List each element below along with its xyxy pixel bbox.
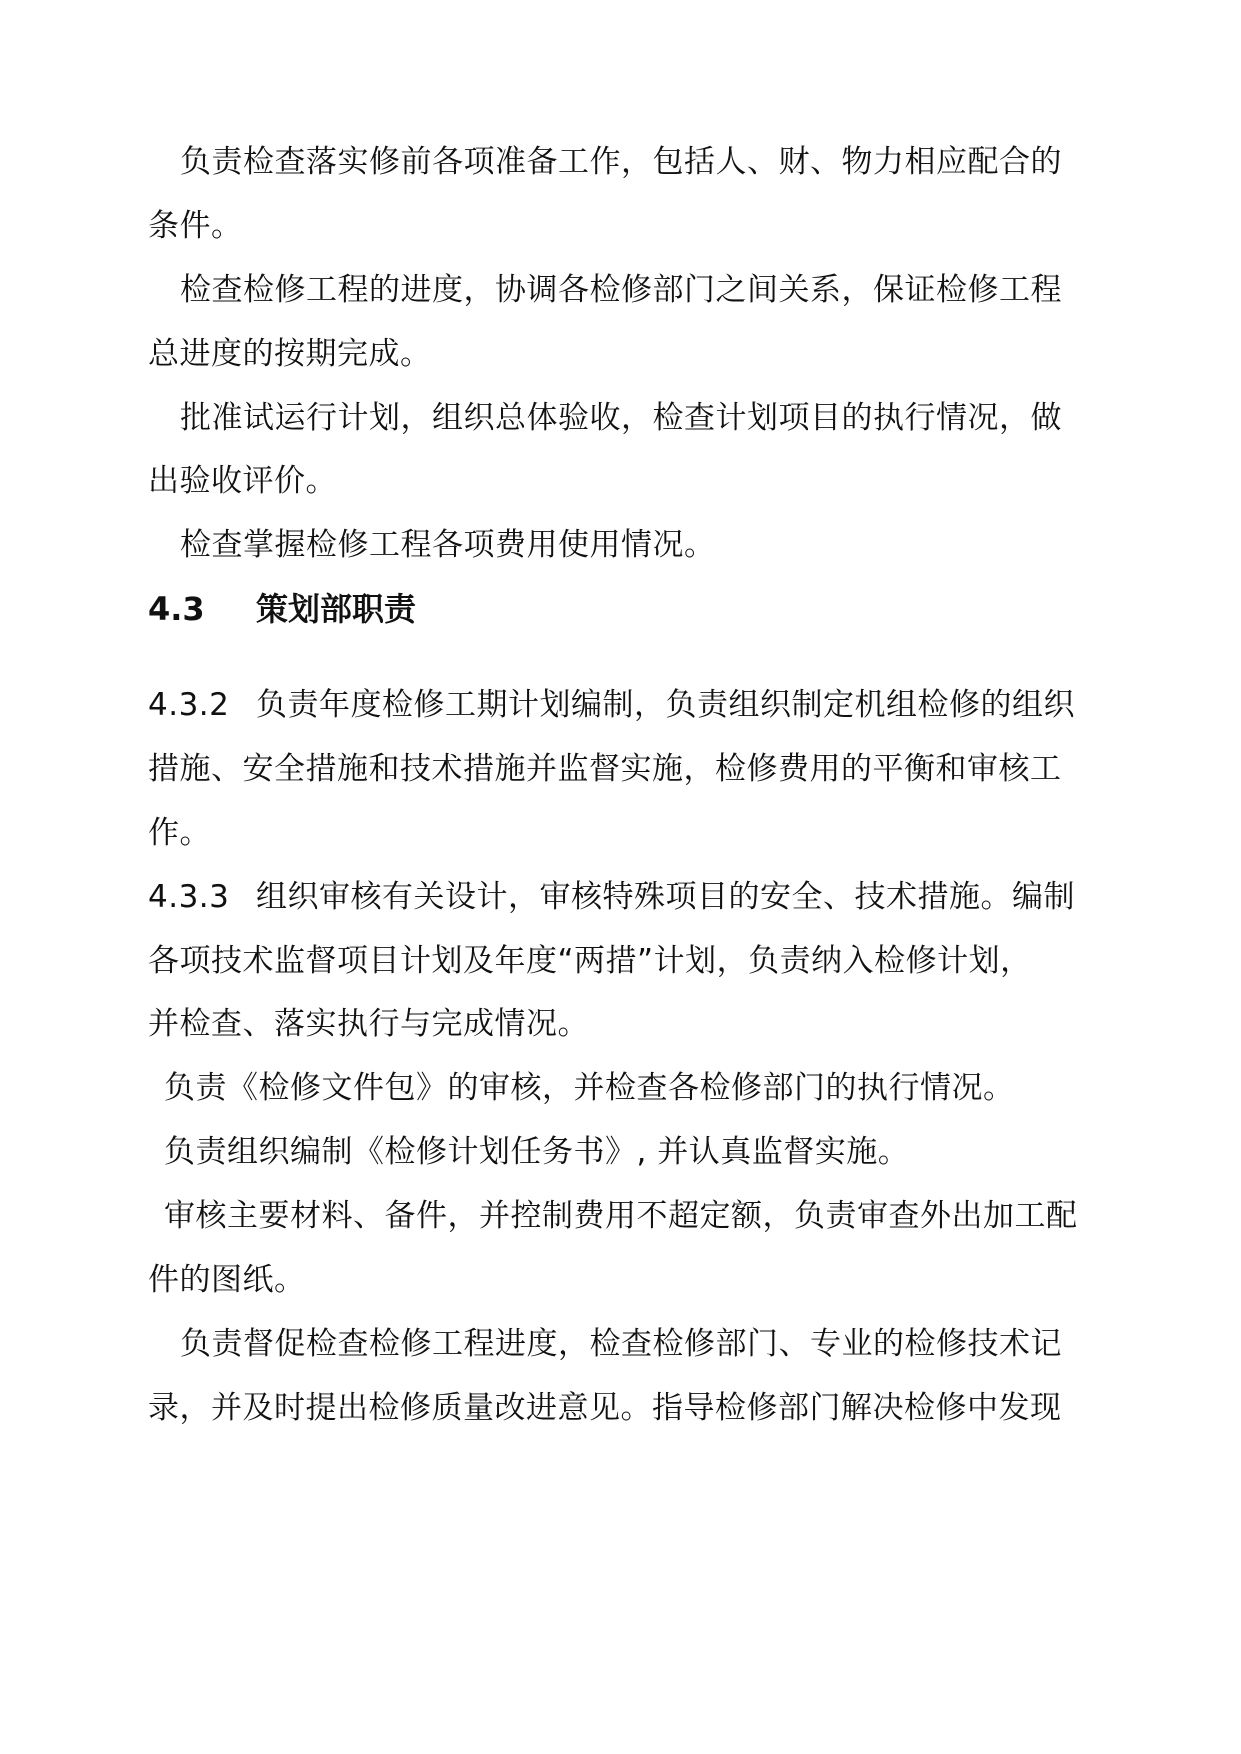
paragraph-7-line-2: 件的图纸。: [148, 1262, 306, 1298]
section-heading: [148, 589, 416, 629]
clause-4-3-3-text: 组织审核有关设计，审核特殊项目的安全、技术措施。编制: [256, 879, 1075, 915]
paragraph-2-line-1: 检查检修工程的进度，协调各检修部门之间关系，保证检修工程: [180, 272, 1062, 308]
clause-4-3-2-line-1: [148, 685, 1128, 725]
clause-4-3-3-line-1: [148, 877, 1128, 917]
paragraph-1-line-2: 条件。: [148, 208, 243, 244]
paragraph-2-line-2: 总进度的按期完成。: [148, 336, 432, 372]
clause-4-3-2-text: 负责年度检修工期计划编制，负责组织制定机组检修的组织: [256, 687, 1075, 723]
paragraph-8-line-2: 录，并及时提出检修质量改进意见。指导检修部门解决检修中发现: [148, 1390, 1062, 1426]
clause-4-3-2-line-3: 作。: [148, 815, 211, 851]
paragraph-3-line-1: 批准试运行计划，组织总体验收，检查计划项目的执行情况，做: [180, 400, 1062, 436]
paragraph-8-line-1: 负责督促检查检修工程进度，检查检修部门、专业的检修技术记: [180, 1326, 1062, 1362]
section-heading-number: 4.3: [148, 590, 205, 628]
paragraph-7-line-1: 审核主要材料、备件，并控制费用不超定额，负责审查外出加工配: [164, 1198, 1078, 1234]
paragraph-4-line-1: 检查掌握检修工程各项费用使用情况。: [180, 527, 716, 563]
clause-4-3-2-number: 4.3.2: [148, 687, 230, 723]
clause-4-3-3-line-3: 并检查、落实执行与完成情况。: [148, 1006, 589, 1042]
clause-4-3-3-number: 4.3.3: [148, 879, 230, 915]
clause-4-3-3-line-2: 各项技术监督项目计划及年度“两措”计划，负责纳入检修计划，: [148, 943, 1032, 979]
section-heading-title: 策划部职责: [256, 590, 417, 628]
paragraph-6-line-1: 负责组织编制《检修计划任务书》, 并认真监督实施。: [164, 1134, 910, 1170]
paragraph-3-line-2: 出验收评价。: [148, 463, 337, 499]
clause-4-3-2-line-2: 措施、安全措施和技术措施并监督实施，检修费用的平衡和审核工: [148, 751, 1062, 787]
paragraph-5-line-1: 负责《检修文件包》的审核，并检查各检修部门的执行情况。: [164, 1070, 1015, 1106]
paragraph-1-line-1: 负责检查落实修前各项准备工作，包括人、财、物力相应配合的: [180, 144, 1062, 180]
